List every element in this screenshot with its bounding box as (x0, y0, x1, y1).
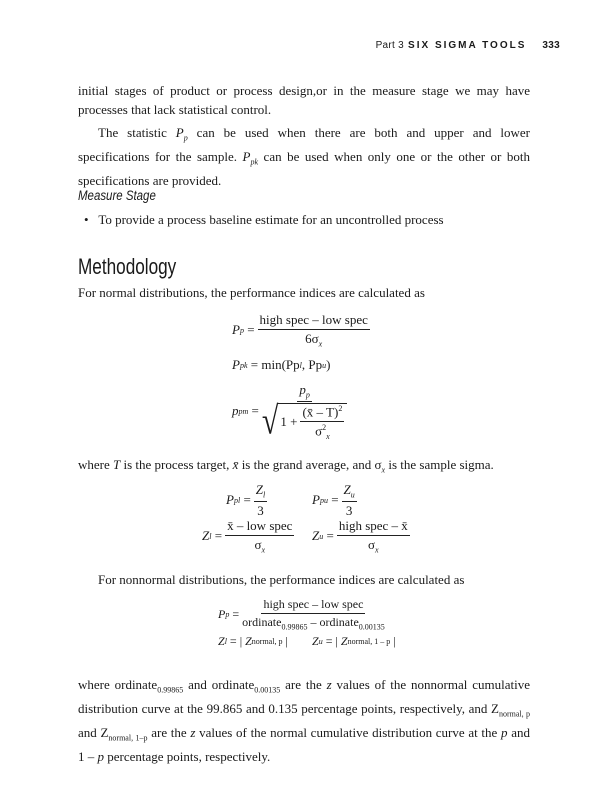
equation-ppm: p pm = $p_p$ √ 1 + $\frac{(x̄ - T)^2}{\sigma^2_x}$ (232, 382, 350, 441)
equation-zl: Z l = x̄ – low spec $\sigma_x$ (202, 518, 293, 555)
page-number: 333 (542, 40, 560, 51)
equation-ppk: P pk = min(Pp l , Pp u ) (232, 357, 331, 372)
paragraph: where T is the process target, x̄ is the grand average, and $\sigma_x$ is the sample sigma. (78, 457, 494, 475)
section-title: SIX SIGMA TOOLS (408, 40, 527, 51)
equation-zl-nonnormal: Z l = | Z normal, p | (218, 634, 288, 648)
equation-zu-nonnormal: Z u = | Z normal, 1 – p | (312, 634, 396, 648)
paragraph: where ordinate$_{0.99865}$ and ordinate$_{0.00135}$ are the z values of the nonnormal cumulative distribution curve at the 99.865 and 0.135 percentage points, respectively, and $Z_{normal, p}$ and $Z_{normal, 1-p}$ are the z values of the normal cumulative distribution curve at the p and 1 – p percentage points, respectively. (78, 677, 530, 765)
paragraph: For normal distributions, the performance indices are calculated as (78, 285, 425, 300)
running-header (376, 40, 560, 51)
paragraph: initial stages of product or process design,or in the measure stage we may have processes that lack statistical control. (78, 83, 530, 117)
paragraph: The statistic $P_p$ can be used when there are both and upper and lower specifications for the sample. $P_{pk}$ can be used when only one or the other or both specifications are provided. (78, 125, 530, 189)
section-heading: Methodology (78, 254, 177, 279)
equation-ppu: P pu = $\frac{Z_u}{3}$ (312, 482, 355, 518)
equation-pp: P p = high spec – low spec $6\sigma_x$ (232, 312, 368, 349)
equation-ppl: P pl = $\frac{Z_l}{3}$ (226, 482, 266, 518)
paragraph: For nonnormal distributions, the performance indices are calculated as (98, 572, 465, 587)
equation-pp-nonnormal: P p = high spec – low spec ordinate$_{0.99865}$ – ordinate$_{0.00135}$ (218, 597, 385, 632)
section-heading: Measure Stage (78, 188, 156, 203)
part-label: Part 3 (375, 40, 405, 51)
bullet-item: • To provide a process baseline estimate for an uncontrolled process (84, 212, 444, 227)
equation-zu: Z u = high spec – x̄ $\sigma_x$ (312, 518, 408, 555)
